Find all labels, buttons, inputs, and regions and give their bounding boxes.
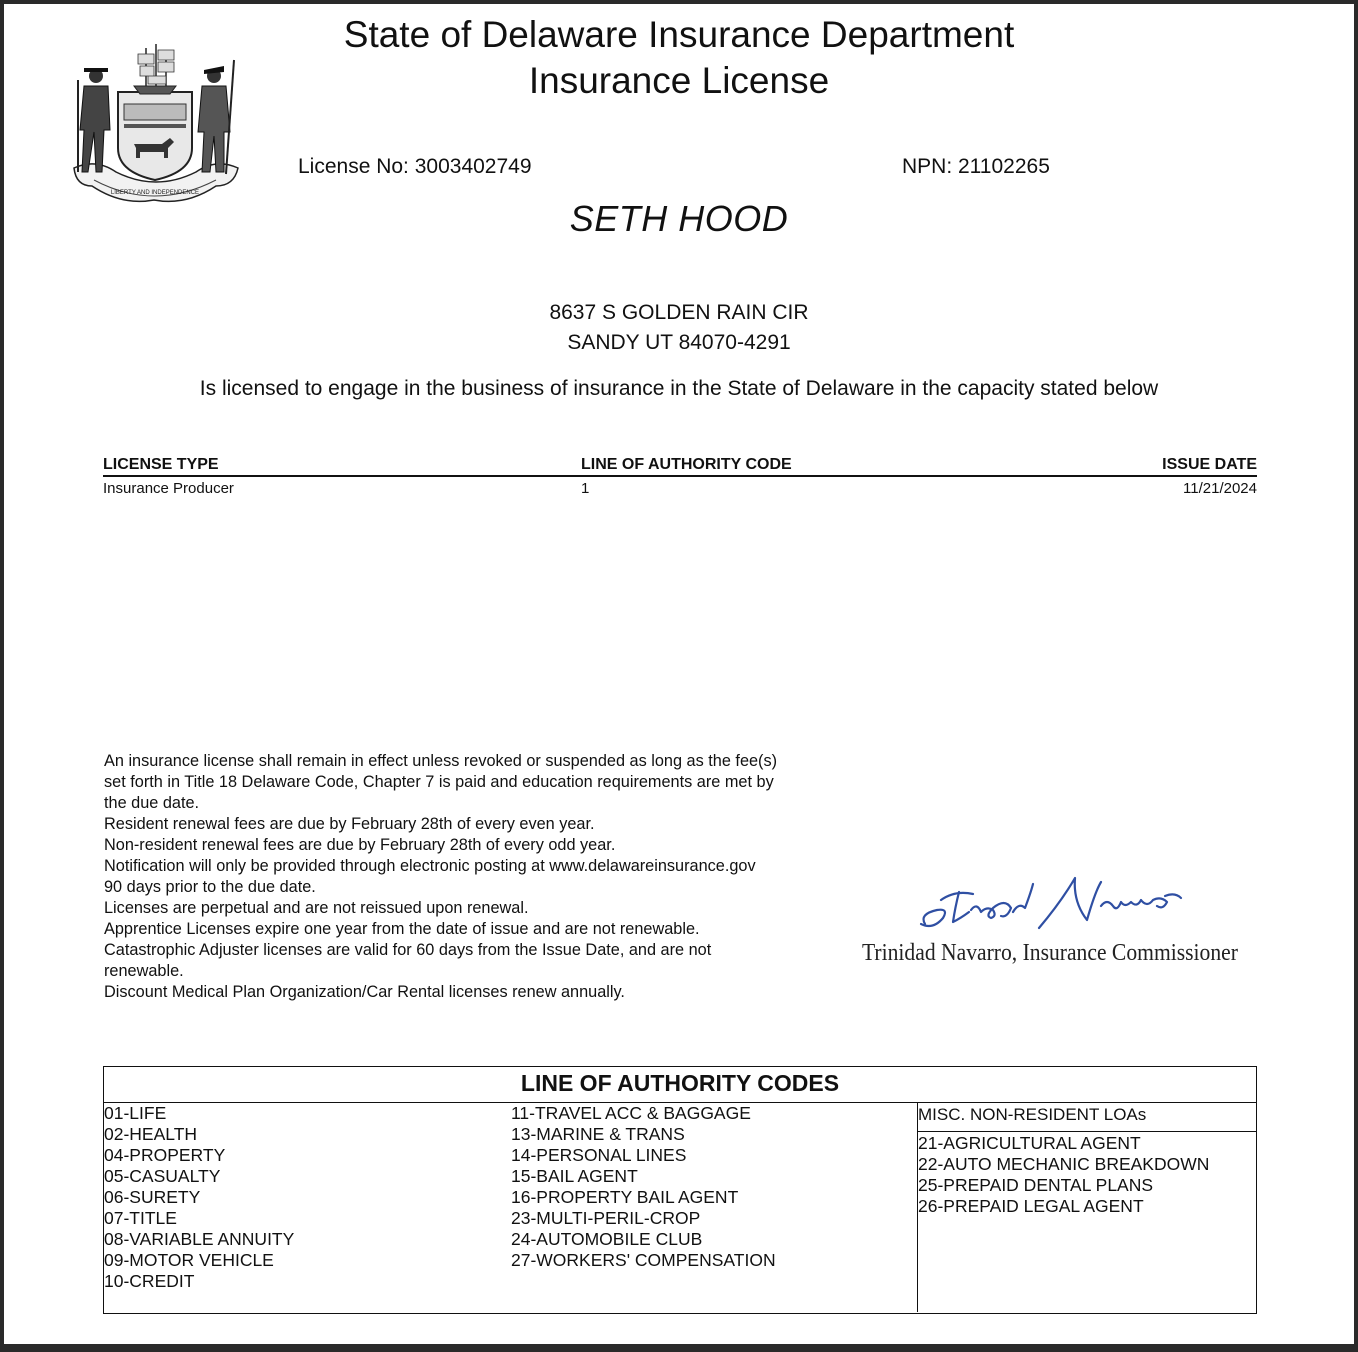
license-notes (104, 751, 864, 1003)
list-item: 06-SURETY (104, 1187, 201, 1207)
list-item: 15-BAIL AGENT (511, 1166, 638, 1186)
note-line: renewable. (104, 962, 184, 980)
list-item: 05-CASUALTY (104, 1166, 221, 1186)
list-item: 14-PERSONAL LINES (511, 1145, 687, 1165)
list-item: 09-MOTOR VEHICLE (104, 1250, 274, 1270)
table-row (103, 480, 1257, 500)
note-line: Non-resident renewal fees are due by February 28th of every odd year. (104, 836, 616, 854)
license-statement: Is licensed to engage in the business of insurance in the State of Delaware in the capacity stated below (199, 377, 1159, 400)
list-item: 27-WORKERS' COMPENSATION (511, 1250, 776, 1270)
note-line: Catastrophic Adjuster licenses are valid for 60 days from the Issue Date, and are not (104, 941, 712, 959)
address-line-1: 8637 S GOLDEN RAIN CIR (549, 301, 809, 324)
note-line: 90 days prior to the due date. (104, 878, 316, 896)
address-line-2: SANDY UT 84070-4291 (567, 331, 791, 354)
note-line: Apprentice Licenses expire one year from the date of issue and are not renewable. (104, 920, 700, 938)
license-number: License No: 3003402749 (298, 155, 532, 178)
note-line: An insurance license shall remain in effect unless revoked or suspended as long as the fee(s) (104, 752, 778, 770)
list-item: 04-PROPERTY (104, 1145, 226, 1165)
seal-motto: LIBERTY AND INDEPENDENCE (110, 190, 200, 196)
list-item: 02-HEALTH (104, 1124, 198, 1144)
loa-code-value: 1 (581, 480, 590, 497)
list-item: 13-MARINE & TRANS (511, 1124, 685, 1144)
list-item: 16-PROPERTY BAIL AGENT (511, 1187, 739, 1207)
list-item: 25-PREPAID DENTAL PLANS (918, 1175, 1154, 1195)
list-item: 23-MULTI-PERIL-CROP (511, 1208, 701, 1228)
document-title: Insurance License (528, 60, 830, 101)
loa-codes-title: LINE OF AUTHORITY CODES (104, 1067, 1256, 1103)
note-line: set forth in Title 18 Delaware Code, Chapter 7 is paid and education requirements are met by (104, 773, 774, 791)
license-table-header (103, 456, 1257, 477)
loa-column-1 (104, 1103, 294, 1292)
note-line: Notification will only be provided through electronic posting at www.delawareinsurance.gov (104, 857, 756, 875)
loa-column-3 (917, 1102, 1256, 1312)
npn-number: NPN: 21102265 (902, 155, 1050, 178)
list-item: 24-AUTOMOBILE CLUB (511, 1229, 703, 1249)
misc-list (918, 1133, 1209, 1217)
license-holder-name: SETH HOOD (569, 198, 789, 239)
license-type-value: Insurance Producer (103, 480, 234, 497)
note-line: the due date. (104, 794, 200, 812)
list-item: 01-LIFE (104, 1103, 167, 1123)
commissioner-signature (915, 872, 1195, 944)
header-issue-date: ISSUE DATE (1162, 456, 1257, 473)
loa-column-2 (511, 1103, 776, 1271)
list-item: 21-AGRICULTURAL AGENT (918, 1133, 1141, 1153)
list-item: 08-VARIABLE ANNUITY (104, 1229, 295, 1249)
list-item: 22-AUTO MECHANIC BREAKDOWN (918, 1154, 1210, 1174)
list-item: 07-TITLE (104, 1208, 177, 1228)
header-license-type: LICENSE TYPE (103, 456, 219, 473)
department-title: State of Delaware Insurance Department (343, 14, 1015, 55)
issue-date-value: 11/21/2024 (1183, 480, 1257, 497)
signatory-name: Trinidad Navarro, Insurance Commissioner (862, 940, 1238, 966)
loa-codes-table (103, 1066, 1257, 1314)
misc-nonresident-header: MISC. NON-RESIDENT LOAs (918, 1102, 1256, 1132)
header-loa-code: LINE OF AUTHORITY CODE (581, 456, 792, 473)
note-line: Licenses are perpetual and are not reissued upon renewal. (104, 899, 529, 917)
note-line: Resident renewal fees are due by February 28th of every even year. (104, 815, 595, 833)
list-item: 10-CREDIT (104, 1271, 195, 1291)
list-item: 11-TRAVEL ACC & BAGGAGE (511, 1103, 751, 1123)
list-item: 26-PREPAID LEGAL AGENT (918, 1196, 1144, 1216)
note-line: Discount Medical Plan Organization/Car Rental licenses renew annually. (104, 983, 625, 1001)
